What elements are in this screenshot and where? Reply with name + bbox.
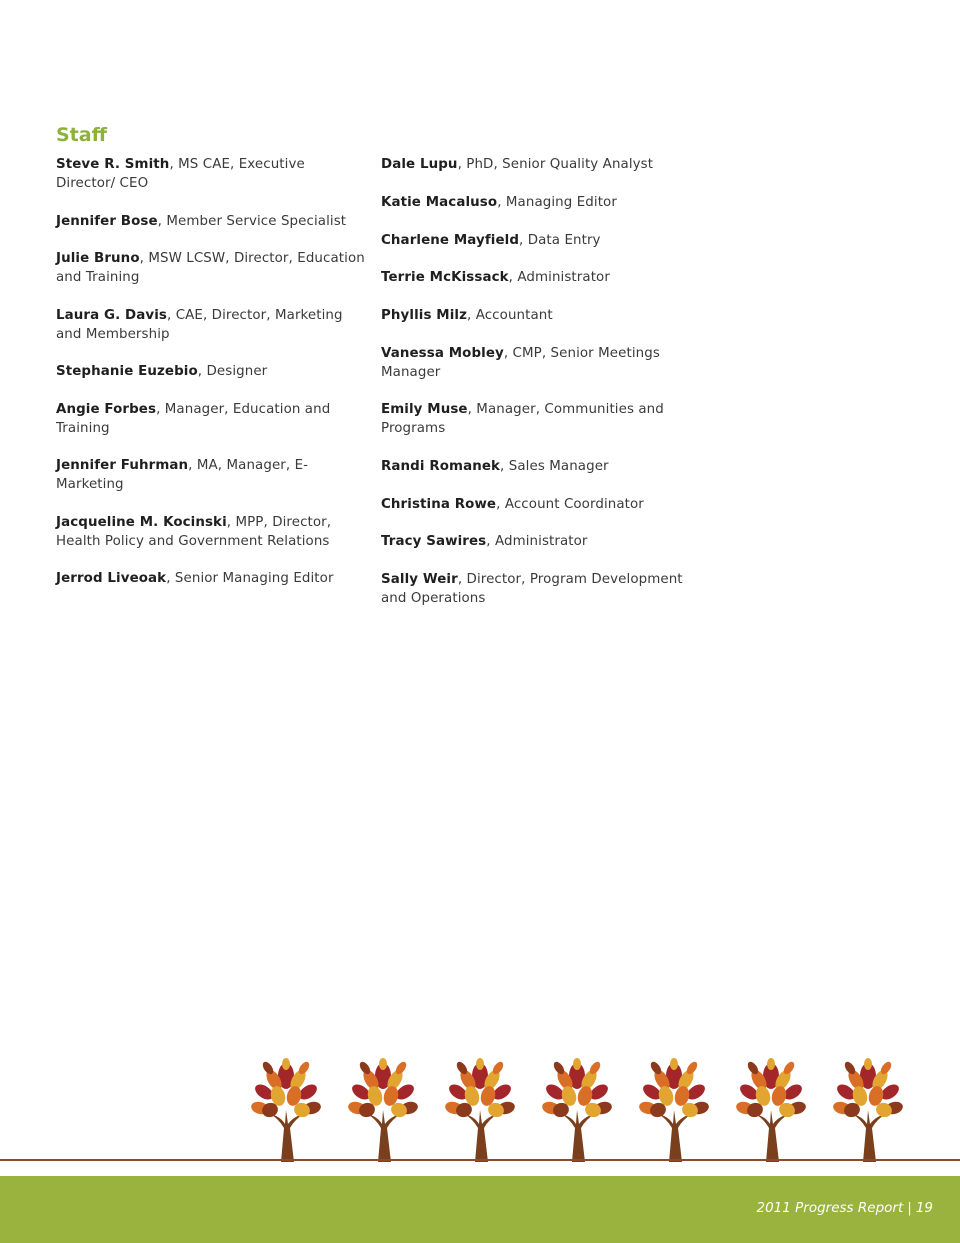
staff-entry	[381, 306, 701, 325]
staff-name: Jennifer Fuhrman	[56, 458, 189, 473]
staff-entry	[56, 569, 366, 588]
staff-role: , Managing Editor	[497, 195, 617, 210]
tree-icon	[345, 1058, 421, 1162]
staff-role: , PhD, Senior Quality Analyst	[457, 157, 654, 172]
staff-name: Emily Muse	[381, 402, 468, 417]
staff-role: , Account Coordinator	[496, 497, 644, 512]
staff-name: Phyllis Milz	[381, 308, 467, 323]
staff-name: Randi Romanek	[381, 459, 501, 474]
staff-entry	[381, 231, 701, 250]
staff-name: Jerrod Liveoak	[56, 571, 167, 586]
staff-name: Angie Forbes	[56, 402, 157, 417]
staff-entry	[56, 155, 366, 193]
ground-divider	[0, 1159, 960, 1161]
staff-entry	[381, 344, 701, 382]
staff-role: , Senior Managing Editor	[166, 571, 334, 586]
footer-page-number: 19	[915, 1200, 933, 1216]
staff-role: , MS CAE, Executive Director/ CEO	[56, 157, 305, 191]
footer-separator: |	[907, 1200, 912, 1216]
section-title: Staff	[56, 124, 107, 146]
footer-page-label	[757, 1200, 934, 1216]
staff-entry	[381, 268, 701, 287]
staff-role: , MSW LCSW, Director, Education and Training	[56, 251, 365, 285]
staff-role: , Designer	[197, 364, 268, 379]
staff-role: , Administrator	[508, 270, 610, 285]
staff-entry	[56, 249, 366, 287]
staff-role: , Member Service Specialist	[157, 214, 347, 229]
staff-entry	[381, 532, 701, 551]
staff-name: Sally Weir	[381, 572, 458, 587]
staff-role: , Administrator	[486, 534, 588, 549]
staff-role: , CMP, Senior Meetings Manager	[381, 346, 660, 380]
staff-role: , MPP, Director, Health Policy and Government Relations	[56, 515, 332, 549]
tree-icon	[442, 1058, 518, 1162]
staff-entry	[381, 400, 701, 438]
staff-role: , CAE, Director, Marketing and Membership	[56, 308, 343, 342]
tree-icon	[539, 1058, 615, 1162]
staff-name: Jennifer Bose	[56, 214, 158, 229]
footer-report-title: 2011 Progress Report	[756, 1200, 904, 1216]
staff-name: Vanessa Mobley	[381, 346, 504, 361]
staff-role: , Manager, Education and Training	[56, 402, 331, 436]
staff-entry	[56, 400, 366, 438]
staff-entry	[381, 457, 701, 476]
staff-entry	[381, 155, 701, 174]
staff-name: Stephanie Euzebio	[56, 364, 198, 379]
staff-role: , Data Entry	[519, 233, 601, 248]
staff-entry	[56, 513, 366, 551]
tree-row	[248, 1058, 918, 1162]
staff-role: , Manager, Communities and Programs	[381, 402, 664, 436]
staff-entry	[56, 306, 366, 344]
staff-name: Katie Macaluso	[381, 195, 498, 210]
staff-name: Jacqueline M. Kocinski	[56, 515, 227, 530]
staff-role: , MA, Manager, E-Marketing	[56, 458, 309, 492]
staff-entry	[56, 212, 366, 231]
staff-role: , Sales Manager	[500, 459, 609, 474]
staff-name: Dale Lupu	[381, 157, 458, 172]
staff-name: Terrie McKissack	[381, 270, 509, 285]
staff-name: Julie Bruno	[56, 251, 140, 266]
staff-name: Christina Rowe	[381, 497, 497, 512]
staff-entry	[381, 193, 701, 212]
tree-icon	[636, 1058, 712, 1162]
staff-entry	[381, 495, 701, 514]
tree-icon	[830, 1058, 906, 1162]
staff-role: , Director, Program Development and Operations	[381, 572, 683, 606]
staff-entry	[381, 570, 701, 608]
tree-icon	[733, 1058, 809, 1162]
staff-name: Laura G. Davis	[56, 308, 167, 323]
staff-name: Steve R. Smith	[56, 157, 170, 172]
staff-entry	[56, 362, 366, 381]
tree-icon	[248, 1058, 324, 1162]
staff-role: , Accountant	[466, 308, 553, 323]
staff-name: Tracy Sawires	[381, 534, 487, 549]
staff-name: Charlene Mayfield	[381, 233, 519, 248]
staff-entry	[56, 456, 366, 494]
